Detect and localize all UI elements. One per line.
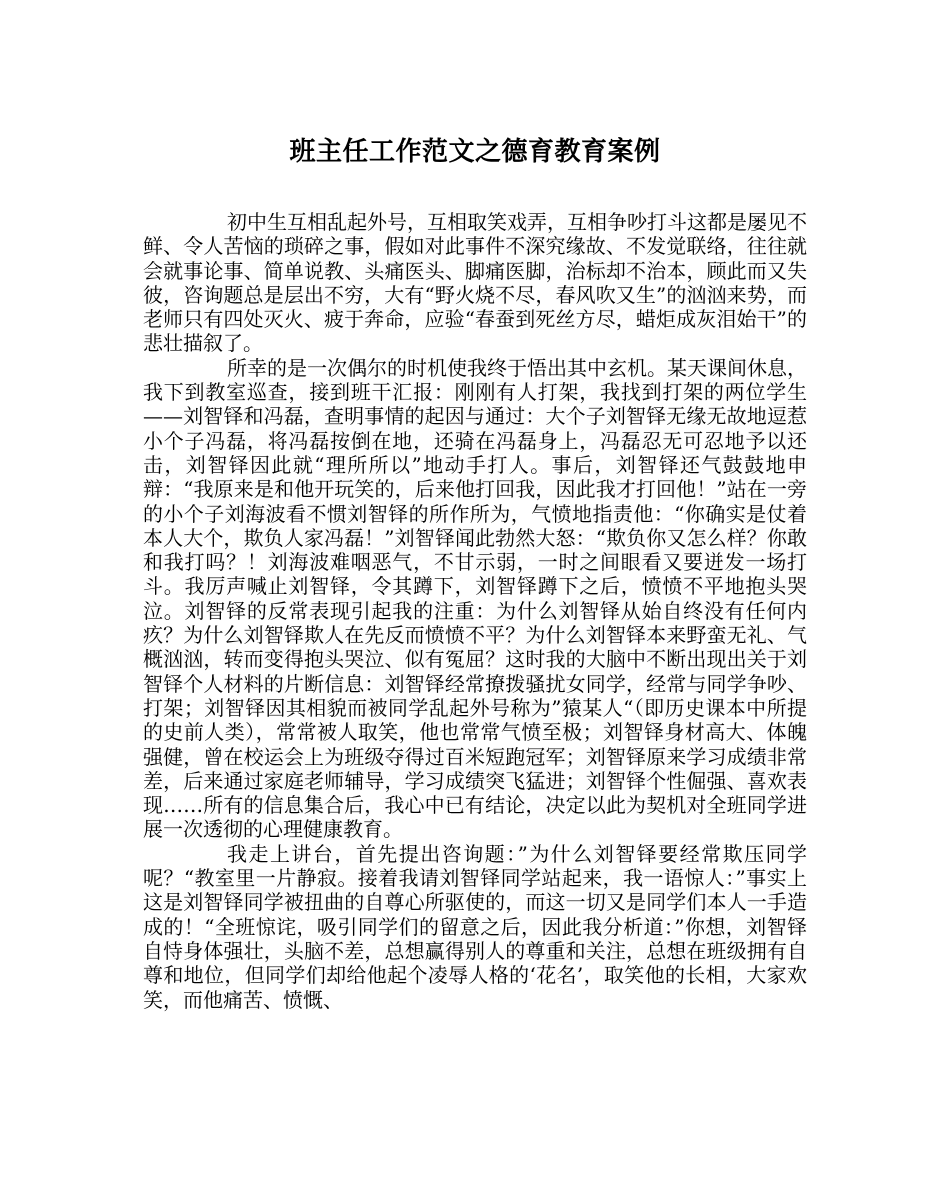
paragraph-2: 所幸的是一次偶尔的时机使我终于悟出其中玄机。某天课间休息，我下到教室巡查，接到班干汇报：刚刚有人打架，我找到打架的两位学生——刘智铎和冯磊，查明事情的起因与通过：大个子刘智铎无缘无故地逗惹小个子冯磊，将冯磊按倒在地，还骑在冯磊身上，冯磊忍无可忍地予以还击，刘智铎因此就“理所所以”地动手打人。事后，刘智铎还气鼓鼓地申辩：“我原来是和他开玩笑的，后来他打回我，因此我才打回他！”站在一旁的小个子刘海波看不惯刘智铎的所作所为，气愤地指责他：“你确实是仗着本人大个，欺负人家冯磊！”刘智铎闻此勃然大怒：“欺负你又怎么样？你敢和我打吗？！刘海波难咽恶气，不甘示弱，一时之间眼看又要迸发一场打斗。我厉声喊止刘智铎，令其蹲下，刘智铎蹲下之后，愤愤不平地抱头哭泣。刘智铎的反常表现引起我的注重：为什么刘智铎从始自终没有任何内疚？为什么刘智铎欺人在先反而愤愤不平？为什么刘智铎本来野蛮无礼、气概汹汹，转而变得抱头哭泣、似有冤屈？这时我的大脑中不断出现出关于刘智铎个人材料的片断信息：刘智铎经常撩拨骚扰女同学，经常与同学争吵、打架；刘智铎因其相貌而被同学乱起外号称为”猿某人“（即历史课本中所提的史前人类），常常被人取笑，他也常常气愤至极；刘智铎身材高大、体魄强健，曾在校运会上为班级夺得过百米短跑冠军；刘智铎原来学习成绩非常差，后来通过家庭老师辅导，学习成绩突飞猛进；刘智铎个性倔强、喜欢表现……所有的信息集合后，我心中已有结论，决定以此为契机对全班同学进展一次透彻的心理健康教育。 xyxy=(143,355,807,842)
paragraph-3: 我走上讲台，首先提出咨询题：”为什么刘智铎要经常欺压同学呢？“教室里一片静寂。接着我请刘智铎同学站起来，我一语惊人：”事实上这是刘智铎同学被扭曲的自尊心所驱使的，而这一切又是同学们本人一手造成的！“全班惊诧，吸引同学们的留意之后，因此我分析道：”你想，刘智铎自恃身体强壮，头脑不差，总想赢得别人的尊重和关注，总想在班级拥有自尊和地位，但同学们却给他起个凌辱人格的‘花名’，取笑他的长相，大家欢笑，而他痛苦、愤慨、 xyxy=(143,841,807,1012)
document-body xyxy=(143,210,807,1012)
page-title: 班主任工作范文之德育教育案例 xyxy=(289,137,661,167)
paragraph-1: 初中生互相乱起外号，互相取笑戏弄，互相争吵打斗这都是屡见不鲜、令人苦恼的琐碎之事，假如对此事件不深究缘故、不发觉联络，往往就会就事论事、简单说教、头痛医头、脚痛医脚，治标却不治本，顾此而又失彼，咨询题总是层出不穷，大有“野火烧不尽，春风吹又生”的汹汹来势，而老师只有四处灭火、疲于奔命，应验“春蚕到死丝方尽，蜡炬成灰泪始干”的悲壮描叙了。 xyxy=(143,210,807,356)
